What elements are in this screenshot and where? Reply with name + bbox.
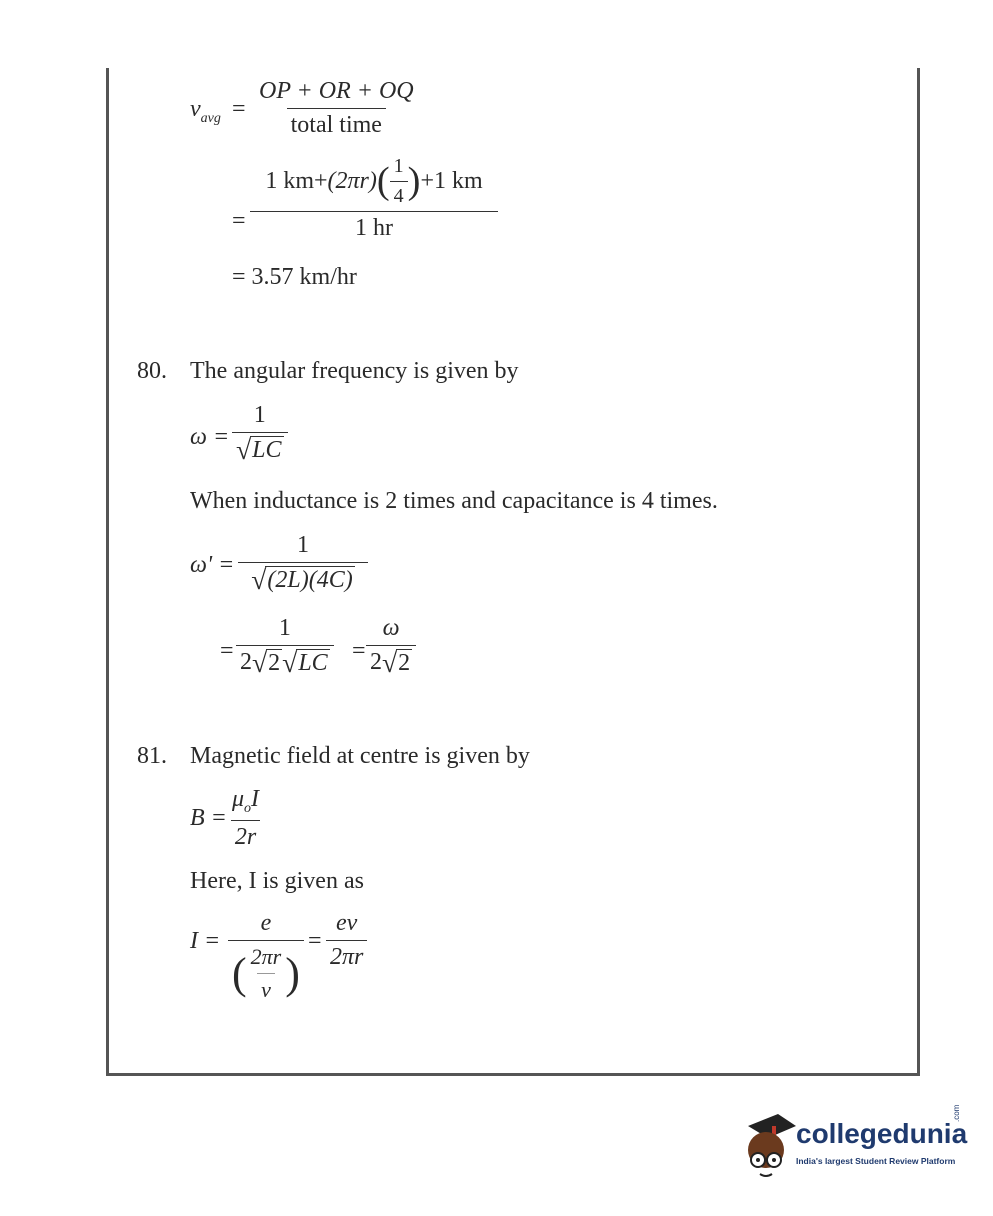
q81-number: 81. xyxy=(137,743,167,769)
q81-I-fraction: e ( $\frac{2\pi r}{v}$ ) xyxy=(228,910,304,1003)
q80-note: When inductance is 2 times and capacitance is 4 times. xyxy=(190,488,718,514)
q80-result-fraction1: 1 2 √ 2 √ LC xyxy=(236,615,334,677)
vavg-numerator: OP + OR + OQ xyxy=(259,78,414,104)
vavg-line2-equals: = xyxy=(232,208,246,234)
vavg-line2-fraction xyxy=(250,155,498,242)
q80-omega2-lhs: ω' = xyxy=(190,552,235,578)
q81-note: Here, I is given as xyxy=(190,868,364,894)
q81-I-fraction2: $\frac{ev}{2\pi r}$ xyxy=(326,910,367,971)
logo-name: collegedunia xyxy=(796,1118,968,1149)
collegedunia-logo xyxy=(738,1104,968,1180)
q81-I-lhs: I = xyxy=(190,928,221,954)
q81-B-fraction: $\frac{\mu_oI}{2r}$ xyxy=(232,786,260,850)
q80-result-equals1: = xyxy=(220,638,234,664)
q80-statement: The angular frequency is given by xyxy=(190,358,519,384)
q80-omega-lhs: ω = xyxy=(190,424,230,450)
q81-B-lhs: B = xyxy=(190,805,227,831)
q80-omega-fraction: 1 √ LC xyxy=(232,402,288,466)
mascot-icon xyxy=(738,1108,798,1180)
q81-statement: Magnetic field at centre is given by xyxy=(190,743,530,769)
logo-tagline: India's largest Student Review Platform xyxy=(796,1156,956,1166)
q80-omega2-fraction: 1 √ (2L)(4C) xyxy=(238,532,368,596)
q80-result-equals2: = xyxy=(352,638,366,664)
vavg-line2-numerator: 1 km+ (2πr) ( $\frac{1}{4}$ ) +1 km xyxy=(265,155,483,207)
vavg-equals: = xyxy=(232,96,246,122)
q81-I-equals2: = xyxy=(308,928,322,954)
q80-result-fraction2: ω 2 √ 2 xyxy=(366,615,416,677)
logo-suffix: .com xyxy=(952,1104,961,1122)
vavg-result: = 3.57 km/hr xyxy=(232,264,357,290)
vavg-symbol: $v_{avg}$ xyxy=(190,96,221,126)
q80-number: 80. xyxy=(137,358,167,384)
vavg-line2-denominator: 1 hr xyxy=(250,211,498,242)
vavg-denominator: total time xyxy=(287,108,386,139)
vavg-fraction xyxy=(255,78,418,139)
